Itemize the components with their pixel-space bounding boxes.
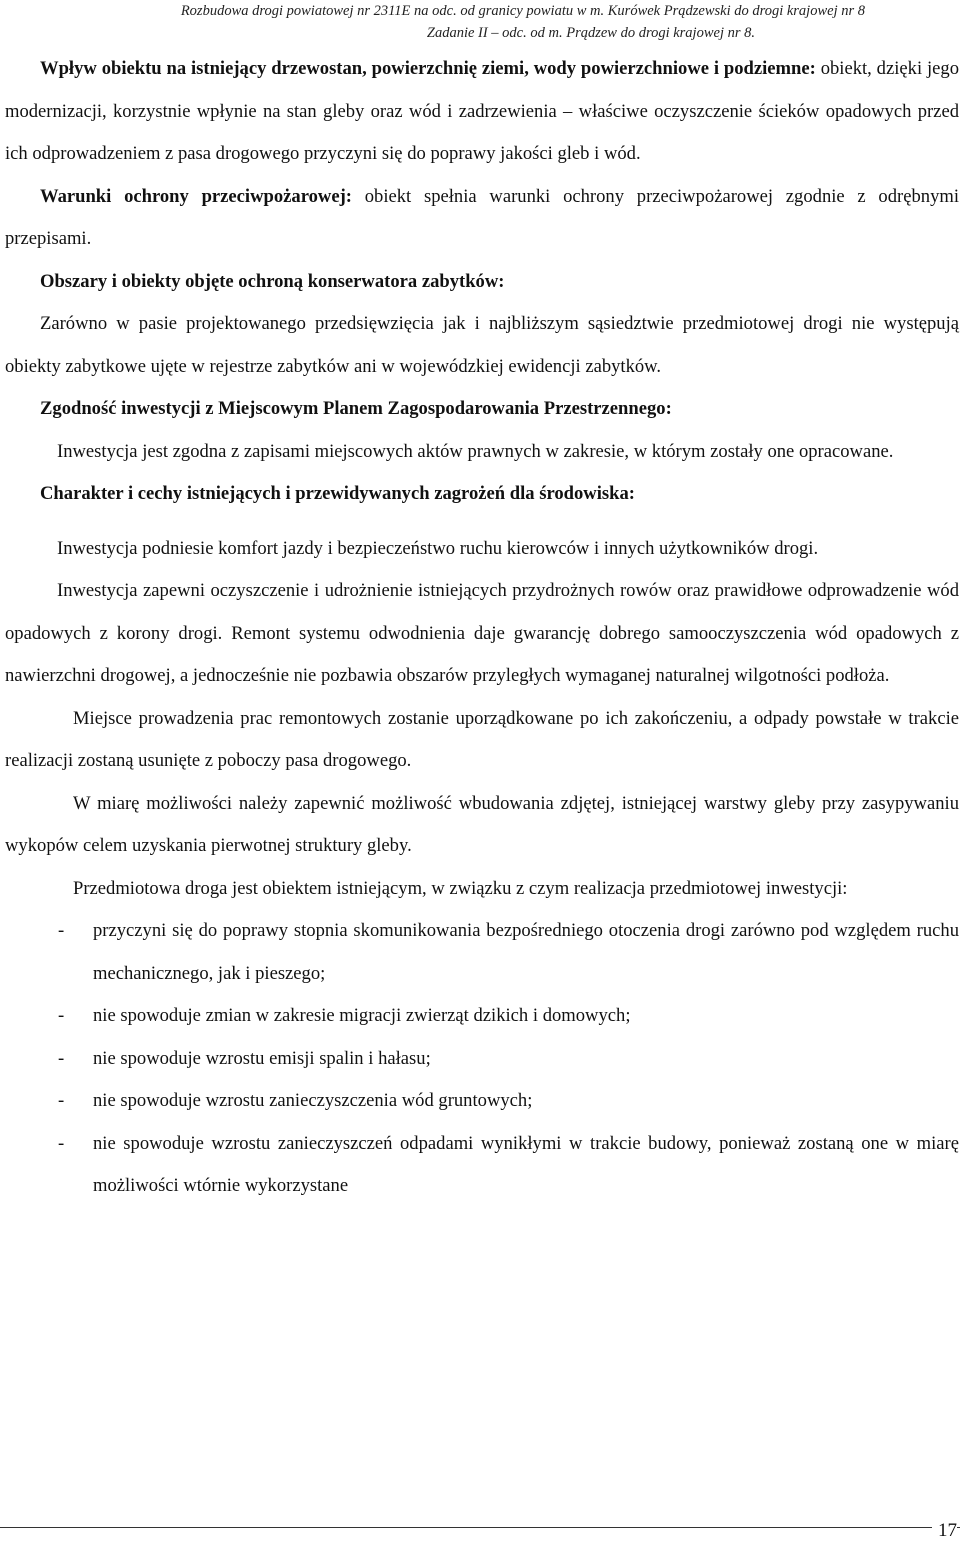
list-item-text: nie spowoduje zmian w zakresie migracji zwierząt dzikich i domowych; [93,1005,631,1026]
section-heading-mpzp: Zgodność inwestycji z Miejscowym Planem Zagospodarowania Przestrzennego: [40,398,672,419]
list-dash: - [58,1005,65,1026]
list-item [5,995,959,1038]
list-item [5,1080,959,1123]
list-dash: - [58,1047,65,1069]
section-text-ppoz: obiekt spełnia warunki ochrony przeciwpożarowej zgodnie z odrębnymi przepisami. [5,185,959,249]
document-body [5,48,959,1208]
list-item-text: przyczyni się do poprawy stopnia skomunikowania bezpośredniego otoczenia drogi zarówno pod względem ruchu mechanicznego, jak i pieszego; [93,920,959,984]
section-heading-wplyw: Wpływ obiektu na istniejący drzewostan, powierzchnię ziemi, wody powierzchniowe i podziemne: [40,58,816,79]
section-heading-zagrozenia: Charakter i cechy istniejących i przewidywanych zagrożeń dla środowiska: [40,483,635,504]
list-item [5,1123,959,1208]
list-dash: - [58,1132,65,1154]
list-dash: - [58,1090,65,1111]
section-heading-ppoz: Warunki ochrony przeciwpożarowej: [40,185,352,207]
impact-list [5,910,959,1208]
section-text-mpzp: Inwestycja jest zgodna z zapisami miejscowych aktów prawnych w zakresie, w którym zostały one opracowane. [57,440,894,462]
section-ppoz [5,176,959,261]
footer-divider [0,1527,960,1528]
running-header [0,0,960,44]
section-text-zabytki: Zarówno w pasie projektowanego przedsięwzięcia jak i najbliższym sąsiedztwie przedmiotowej drogi nie występują obiekty zabytkowe ujęte w rejestrze zabytków ani w wojewódzkiej ewidencji zabytków. [5,313,959,377]
list-dash: - [58,920,65,941]
list-item-text: nie spowoduje wzrostu emisji spalin i hałasu; [93,1047,431,1069]
paragraph-4: W miarę możliwości należy zapewnić możliwość wbudowania zdjętej, istniejącej warstwy gleby przy zasypywaniu wykopów celem uzyskania pierwotnej struktury gleby. [5,792,959,856]
section-wplyw [5,48,959,176]
paragraph-5: Przedmiotowa droga jest obiektem istniejącym, w związku z czym realizacja przedmiotowej inwestycji: [73,877,848,899]
list-item [5,910,959,995]
paragraph-2: Inwestycja zapewni oczyszczenie i udrożnienie istniejących przydrożnych rowów oraz prawidłowe odprowadzenie wód opadowych z korony drogi. Remont systemu odwodnienia daje gwarancję dobrego samooczyszczenia wód opadowych z nawierzchni drogowej, a jednocześnie nie pozbawia obszarów przyległych wymaganej naturalnej wilgotności podłoża. [5,580,959,686]
list-item [5,1038,959,1081]
header-line-1: Rozbudowa drogi powiatowej nr 2311E na odc. od granicy powiatu w m. Kurówek Prądzewski do drogi krajowej nr 8 [180,3,865,19]
list-item-text: nie spowoduje wzrostu zanieczyszczeń odpadami wynikłymi w trakcie budowy, ponieważ zostaną one w miarę możliwości wtórnie wykorzystane [93,1132,959,1196]
section-text-wplyw: obiekt, dzięki jego modernizacji, korzystnie wpłynie na stan gleby oraz wód i zadrzewienia – właściwe oczyszczenie ścieków opadowych przed ich odprowadzeniem z pasa drogowego przyczyni się do poprawy jakości gleb i wód. [5,58,959,164]
section-heading-zabytki: Obszary i obiekty objęte ochroną konserwatora zabytków: [40,270,505,292]
header-line-2: Zadanie II – odc. od m. Prądzew do drogi krajowej nr 8. [426,25,755,41]
page-number: 17 [932,1520,957,1542]
paragraph-3: Miejsce prowadzenia prac remontowych zostanie uporządkowane po ich zakończeniu, a odpady powstałe w trakcie realizacji zostaną usunięte z poboczy pasa drogowego. [5,707,959,771]
list-item-text: nie spowoduje wzrostu zanieczyszczenia wód gruntowych; [93,1090,533,1111]
paragraph-1: Inwestycja podniesie komfort jazdy i bezpieczeństwo ruchu kierowców i innych użytkowników drogi. [57,537,819,559]
